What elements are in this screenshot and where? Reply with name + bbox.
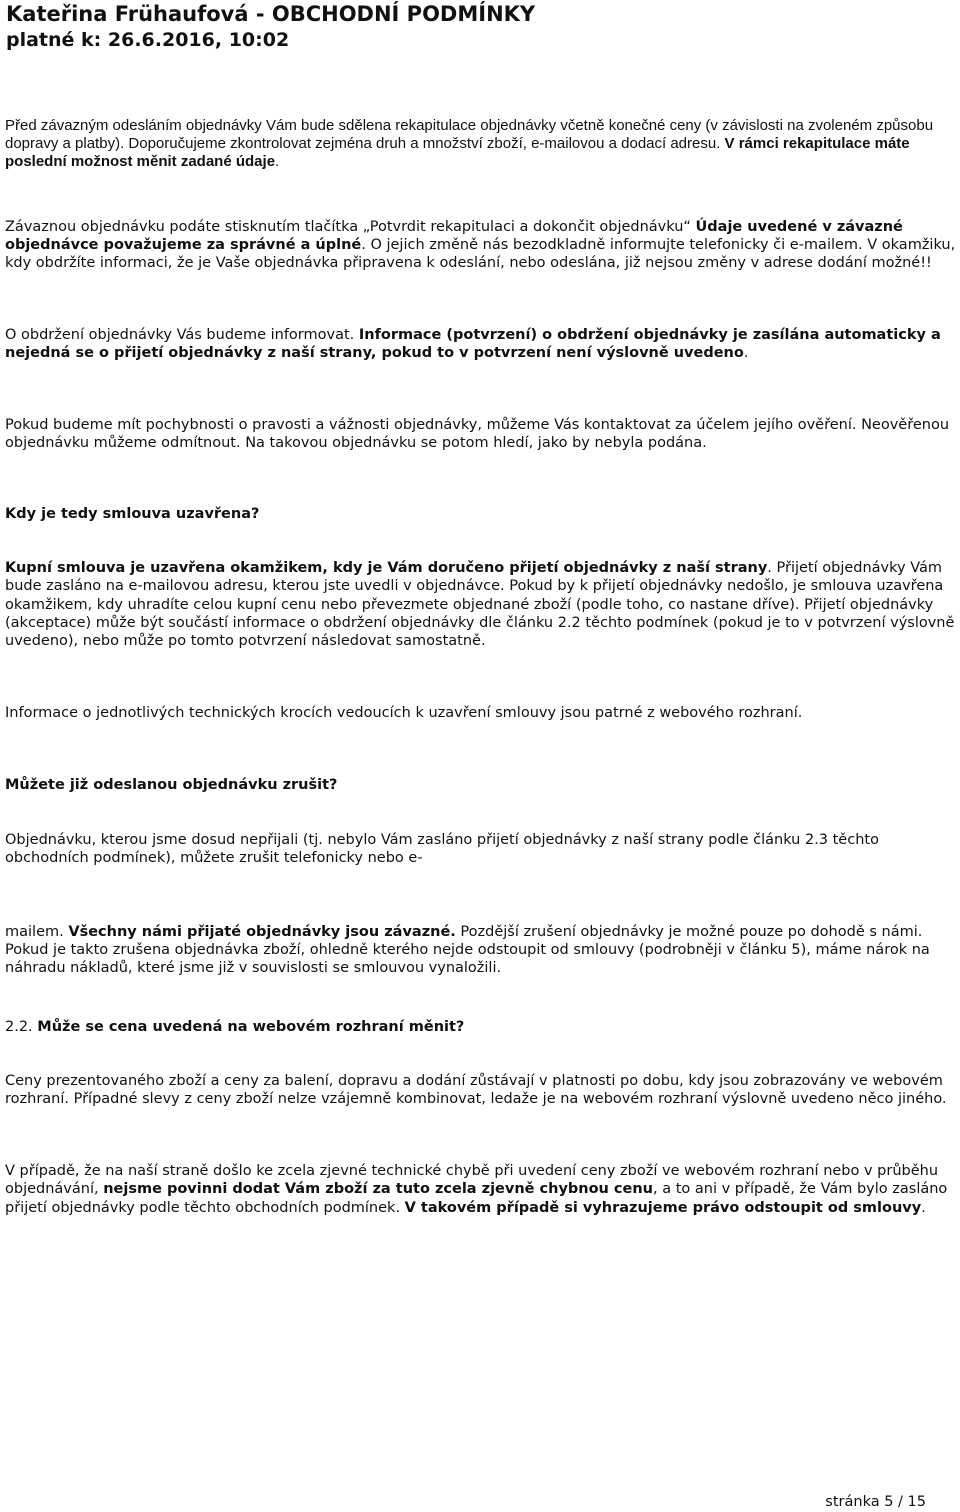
text-span: . <box>743 345 749 362</box>
bold-span: Informace (potvrzení) o obdržení objednávky je zasílána automaticky a nejedná se o přijetí objednávky z naší strany, pokud to v potvrzení není výslovně uvedeno <box>5 327 941 362</box>
text-span: Pozdější zrušení objednávky je možné pouze po dohodě s námi. Pokud je takto zrušena objednávka zboží, ohledně kterého nejde odstoupit od smlouvy (podrobněji v článku 5), máme nárok na náhradu nákladů, které jsme již v souvislosti se smlouvou vynaložili. <box>5 924 930 977</box>
bold-span: V takovém případě si vyhrazujeme právo odstoupit od smlouvy <box>404 1199 922 1216</box>
page-number: stránka 5 / 15 <box>825 1494 926 1510</box>
bold-span: Všechny námi přijaté objednávky jsou závazné. <box>68 924 456 941</box>
text-span: . Přijetí objednávky Vám bude zasláno na e-mailovou adresu, kterou jste uvedli v objednávce. Pokud by k přijetí objednávky nedošlo, je smlouva uzavřena okamžikem, kdy uhradíte celou kupní cenu nebo převezmete objednané zboží (podle toho, co nastane dříve). Přijetí objednávky (akceptace) může být součástí informace o obdržení objednávky dle článku 2.2 těchto podmínek (pokud je to v potvrzení výslovně uvedeno), nebo může po tomto potvrzení následovat samostatně. <box>5 560 955 650</box>
bold-span: Údaje uvedené v závazné objednávce považujeme za správné a úplné <box>5 218 903 253</box>
text-span: Pokud budeme mít pochybnosti o pravosti a vážnosti objednávky, můžeme Vás kontaktovat za účelem jejího ověření. Neověřenou objednávku můžeme odmítnout. Na takovou objednávku se potom hledí, jako by nebyla podána. <box>5 416 950 451</box>
text-span: Závaznou objednávku podáte stisknutím tlačítka „Potvrdit rekapitulaci a dokončit objednávku“ <box>5 218 696 235</box>
page-header <box>6 2 956 53</box>
text-span: V případě, že na naší straně došlo ke zcela zjevné technické chybě při uvedení ceny zboží ve webovém rozhraní nebo v průběhu objednávání, <box>5 1163 939 1198</box>
text-span: . <box>921 1199 926 1216</box>
bold-span: Kdy je tedy smlouva uzavřena? <box>5 506 260 523</box>
section-number: 2.2. <box>5 1018 38 1035</box>
bold-span: V rámci rekapitulace máte poslední možnost měnit zadané údaje <box>5 135 910 171</box>
question-cancel-order <box>5 776 957 794</box>
question-price-change <box>5 1018 957 1036</box>
text-span: mailem. <box>5 924 69 941</box>
document-title: Kateřina Frühaufová - OBCHODNÍ PODMÍNKY <box>6 2 536 26</box>
document-body <box>5 117 957 1217</box>
text-span: O obdržení objednávky Vás budeme informovat. <box>5 327 359 344</box>
paragraph-cancel <box>5 831 957 867</box>
paragraph-binding-orders <box>5 923 957 978</box>
paragraph-recap <box>5 117 957 172</box>
text-span: Před závazným odesláním objednávky Vám bude sdělena rekapitulace objednávky včetně konečné ceny (v závislosti na zvoleném způsobu dopravy a platby). Doporučujeme zkontrolovat zejména druh a množství zboží, e-mailovou a dodací adresu. <box>5 117 934 153</box>
text-span: . O jejich změně nás bezodkladně informujte telefonicky či e-mailem. V okamžiku, kdy obdržíte informaci, že je Vaše objednávka připravena k odeslání, nebo odeslána, již nejsou změny v adrese dodání možné!! <box>5 236 956 272</box>
bold-span: Kupní smlouva je uzavřena okamžikem, kdy je Vám doručeno přijetí objednávky z naší strany <box>5 560 768 577</box>
bold-span: Můžete již odeslanou objednávku zrušit? <box>5 777 338 794</box>
paragraph-binding-order <box>5 218 957 273</box>
paragraph-verification <box>5 416 957 452</box>
text-span: . <box>275 153 280 171</box>
question-contract-concluded <box>5 505 957 523</box>
paragraph-price-error <box>5 1162 957 1217</box>
text-span: Informace o jednotlivých technických krocích vedoucích k uzavření smlouvy jsou patrné z webového rozhraní. <box>5 705 803 722</box>
paragraph-technical-steps <box>5 704 957 722</box>
text-span: , a to ani v případě, že Vám bylo zasláno přijetí objednávky podle těchto obchodních podmínek. <box>5 1181 948 1216</box>
valid-from-date: platné k: 26.6.2016, 10:02 <box>6 29 290 51</box>
paragraph-confirmation <box>5 326 957 362</box>
text-span: Ceny prezentovaného zboží a ceny za balení, dopravu a dodání zůstávají v platnosti po dobu, kdy jsou zobrazovány ve webovém rozhraní. Případné slevy z ceny zboží nelze vzájemně kombinovat, ledaže je na webovém rozhraní výslovně uvedeno něco jiného. <box>5 1072 947 1108</box>
paragraph-contract <box>5 559 957 650</box>
paragraph-prices <box>5 1072 957 1108</box>
bold-span: nejsme povinni dodat Vám zboží za tuto zcela zjevně chybnou cenu <box>103 1181 654 1198</box>
bold-span: Může se cena uvedená na webovém rozhraní měnit? <box>37 1018 465 1035</box>
text-span: Objednávku, kterou jsme dosud nepřijali (tj. nebylo Vám zasláno přijetí objednávky z naší strany podle článku 2.3 těchto obchodních podmínek), můžete zrušit telefonicky nebo e- <box>5 831 879 866</box>
